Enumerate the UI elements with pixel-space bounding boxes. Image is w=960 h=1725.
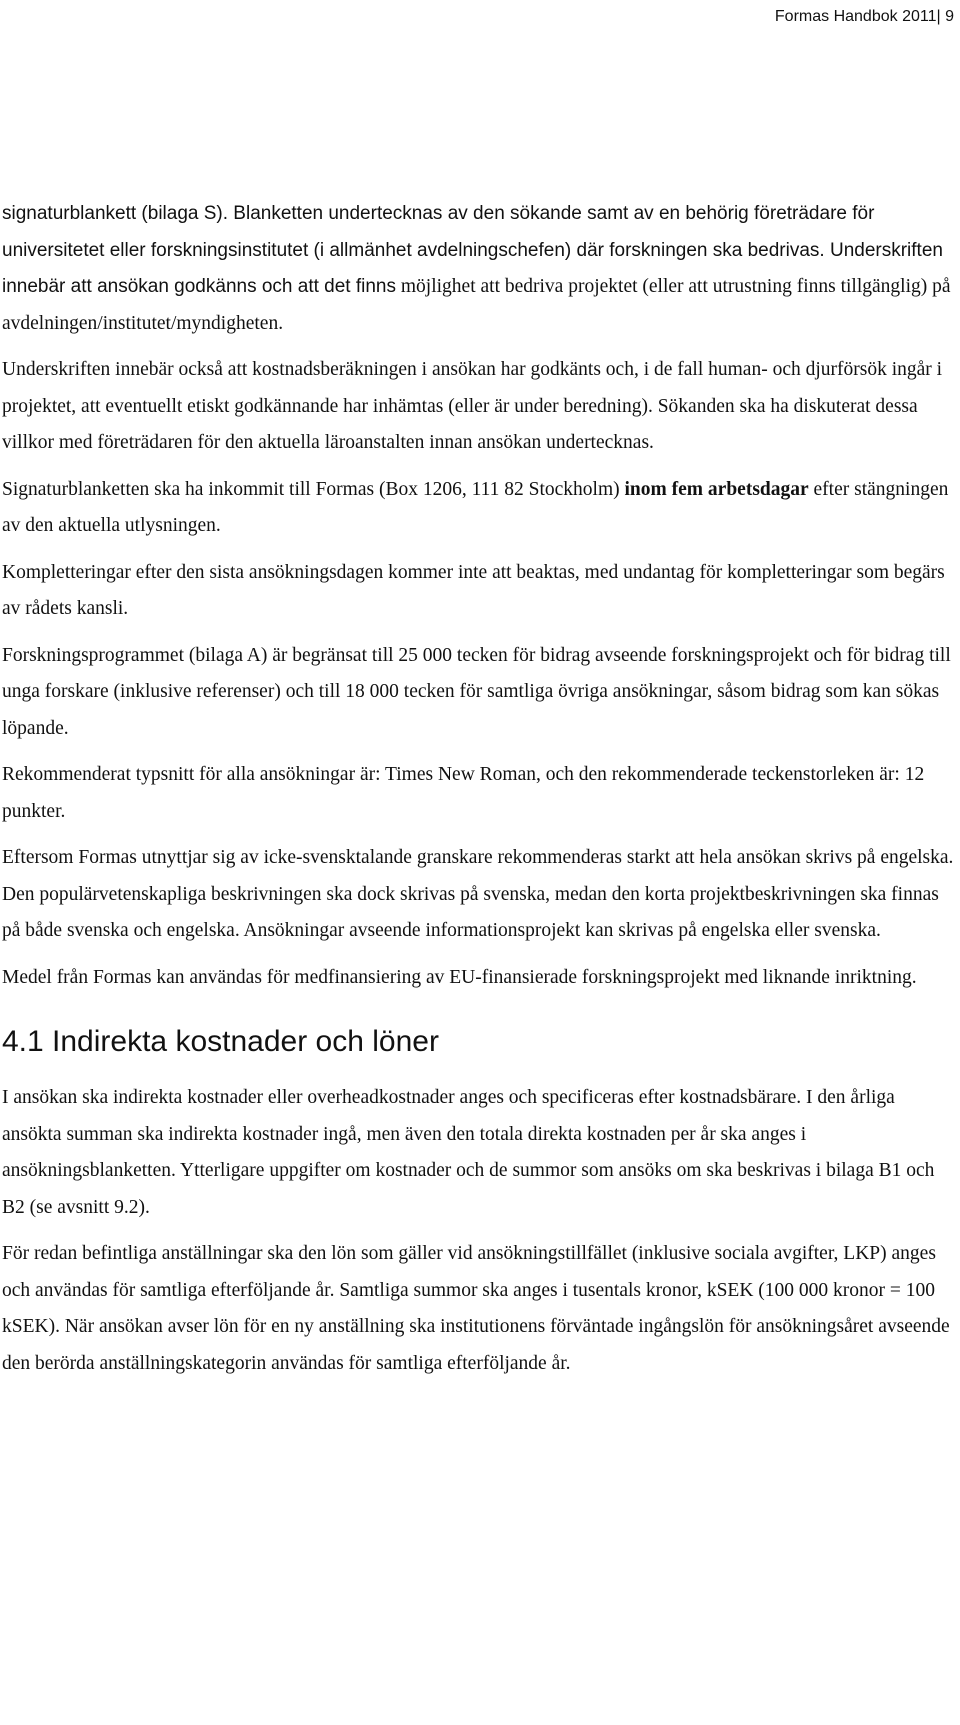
paragraph-signature-meaning: Underskriften innebär också att kostnadsberäkningen i ansökan har godkänts och, i de fall human- och djurförsök ingår i projektet, att eventuellt etiskt godkännande har inhämtas (eller är under beredning). Sökanden ska ha diskuterat dessa villkor med företrädaren för den aktuella läroanstalten innan ansökan undertecknas. (2, 359, 943, 453)
paragraph-signature-form-sans: signaturblankett (bilaga S). Blanketten undertecknas av den sökande samt av en behörig företrädare för universitetet eller forskningsinstitutet (i allmänhet avdelningschefen) där forskningen ska bedrivas. Underskriften innebär att ansökan godkänns och att det finns (2, 203, 943, 297)
paragraph-salaries: För redan befintliga anställningar ska den lön som gäller vid ansökningstillfället (inklusive sociala avgifter, LKP) anges och användas för samtliga efterföljande år. Samtliga summor ska anges i tusentals kronor, kSEK (100 000 kronor = 100 kSEK). När ansökan avser lön för en ny anställning ska institutionens förväntade ingångslön för ansökningsåret avseende den berörda anställningskategorin användas för samtliga efterföljande år. (2, 1243, 950, 1374)
deadline-emphasis: inom fem arbetsdagar (624, 478, 809, 500)
paragraph-supplements: Kompletteringar efter den sista ansökningsdagen kommer inte att beaktas, med undantag för kompletteringar som begärs av rådets kansli. (2, 561, 945, 619)
paragraph-indirect-costs: I ansökan ska indirekta kostnader eller overheadkostnader anges och specificeras efter kostnadsbärare. I den årliga ansökta summan ska indirekta kostnader ingå, men även den totala direkta kostnaden per år ska anges i ansökningsblanketten. Ytterligare uppgifter om kostnader och de summor som ansöks om ska beskrivas i bilaga B1 och B2 (se avsnitt 9.2). (2, 1087, 935, 1218)
deadline-text-after: efter stängningen av den aktuella utlysningen. (2, 478, 949, 536)
page-number: 9 (945, 8, 954, 25)
running-header (775, 8, 954, 26)
paragraph-eu-cofinancing: Medel från Formas kan användas för medfinansiering av EU-finansierade forskningsprojekt med liknande inriktning. (2, 966, 917, 988)
paragraph-language: Eftersom Formas utnyttjar sig av icke-svensktalande granskare rekommenderas starkt att hela ansökan skrivs på engelska. Den populärvetenskapliga beskrivningen ska dock skrivas på svenska, medan den korta projektbeskrivningen ska finnas på både svenska och engelska. Ansökningar avseende informationsprojekt kan skrivas på engelska eller svenska. (2, 847, 954, 941)
paragraph-research-program-limit: Forskningsprogrammet (bilaga A) är begränsat till 25 000 tecken för bidrag avseende forskningsprojekt och för bidrag till unga forskare (inklusive referenser) och till 18 000 tecken för samtliga övriga ansökningar, såsom bidrag som kan sökas löpande. (2, 644, 951, 739)
deadline-text-before: Signaturblanketten ska ha inkommit till Formas (Box 1206, 111 82 Stockholm) (2, 478, 620, 500)
section-heading: 4.1 Indirekta kostnader och löner (2, 1025, 439, 1058)
paragraph-signature-deadline (2, 472, 957, 545)
header-separator: | (936, 8, 941, 25)
body-text (2, 196, 957, 1392)
running-title: Formas Handbok 2011 (774, 8, 937, 25)
paragraph-signature-form-serif: möjlighet att bedriva projektet (eller att utrustning finns tillgänglig) på avdelningen/institutet/myndigheten. (2, 276, 951, 334)
paragraph-font-recommendation: Rekommenderat typsnitt för alla ansökningar är: Times New Roman, och den rekommenderade teckenstorleken är: 12 punkter. (2, 764, 925, 822)
paragraph-signature-form (2, 196, 957, 342)
